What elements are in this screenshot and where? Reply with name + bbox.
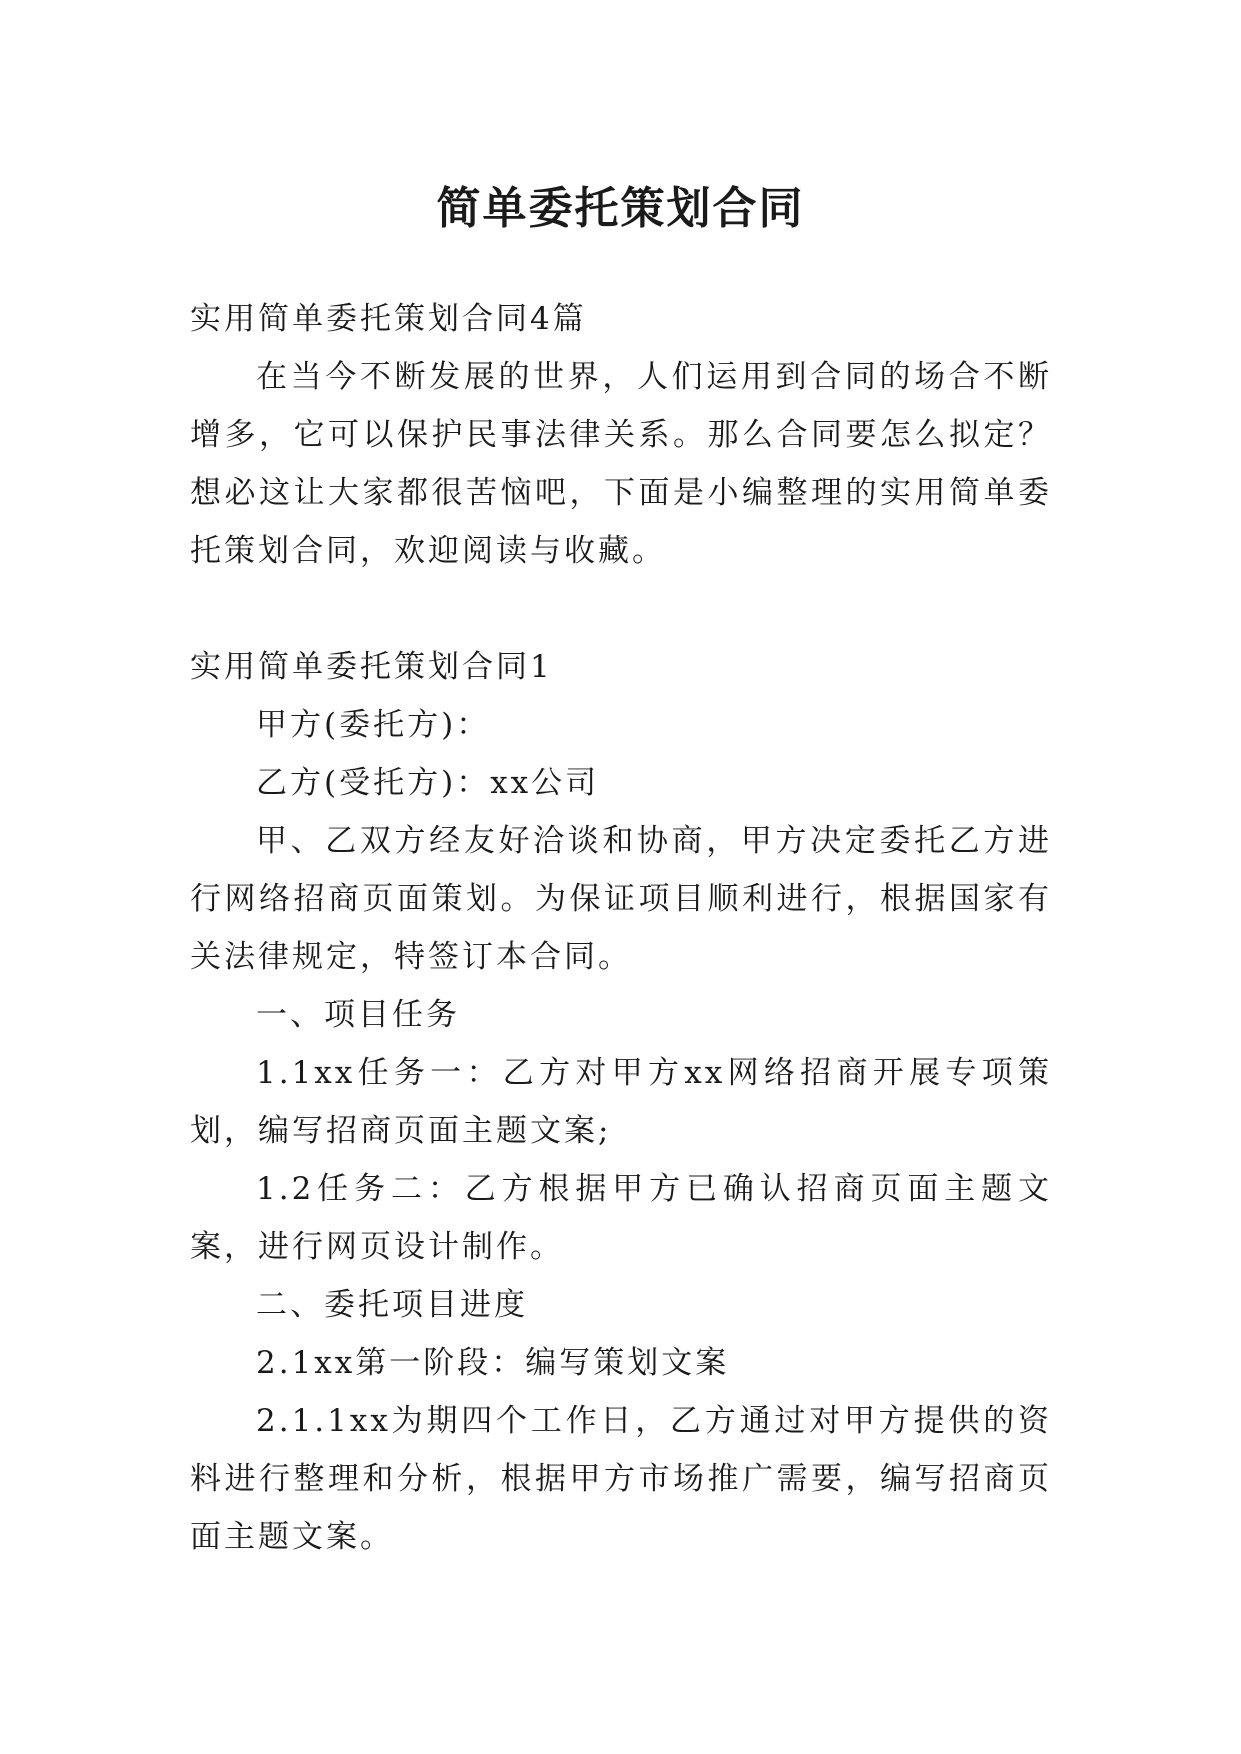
clause-2-1-1: 2.1.1xx为期四个工作日，乙方通过对甲方提供的资料进行整理和分析，根据甲方市场推广需要，编写招商页面主题文案。 bbox=[190, 1403, 1052, 1555]
clause-2-1: 2.1xx第一阶段：编写策划文案 bbox=[256, 1345, 730, 1381]
intro-paragraph: 在当今不断发展的世界，人们运用到合同的场合不断增多，它可以保护民事法律关系。那么合同要怎么拟定？想必这让大家都很苦恼吧，下面是小编整理的实用简单委托策划合同，欢迎阅读与收藏。 bbox=[190, 359, 1052, 569]
clause-1-2: 1.2任务二：乙方根据甲方已确认招商页面主题文案，进行网页设计制作。 bbox=[190, 1171, 1052, 1265]
preamble-paragraph: 甲、乙双方经友好洽谈和协商，甲方决定委托乙方进行网络招商页面策划。为保证项目顺利进行，根据国家有关法律规定，特签订本合同。 bbox=[190, 823, 1052, 975]
party-a-line: 甲方(委托方)： bbox=[256, 707, 491, 743]
party-b-line: 乙方(受托方)：xx公司 bbox=[256, 765, 600, 801]
document-title: 简单委托策划合同 bbox=[436, 183, 805, 235]
document-subtitle: 实用简单委托策划合同4篇 bbox=[190, 301, 587, 337]
section-spacer bbox=[190, 580, 1052, 638]
clause-1-heading: 一、项目任务 bbox=[256, 997, 460, 1033]
document-body bbox=[190, 290, 1052, 1566]
section-heading: 实用简单委托策划合同1 bbox=[190, 649, 553, 685]
clause-2-heading: 二、委托项目进度 bbox=[256, 1287, 528, 1323]
clause-1-1: 1.1xx任务一：乙方对甲方xx网络招商开展专项策划，编写招商页面主题文案; bbox=[190, 1055, 1052, 1149]
